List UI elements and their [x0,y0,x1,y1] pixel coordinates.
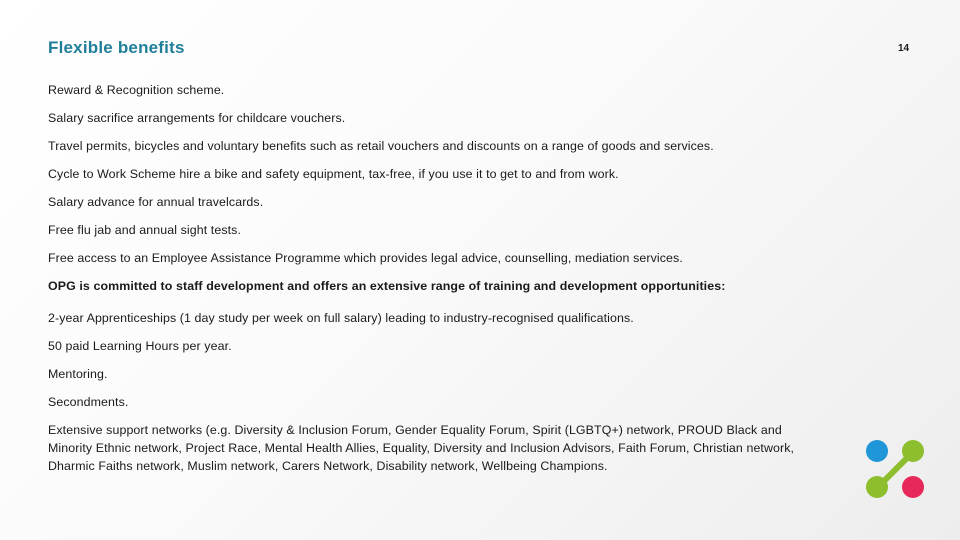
opg-logo-icon [864,438,926,500]
logo-dot-green-top [902,440,924,462]
development-item: 2-year Apprenticeships (1 day study per week on full salary) leading to industry-recognised qualifications. [48,311,634,325]
development-item: Extensive support networks (e.g. Diversity & Inclusion Forum, Gender Equality Forum, Spirit (LGBTQ+) network, PROUD Black and Minority Ethnic network, Project Race, Mental Health Allies, Equality, Diversity and Inclusion Advisors, Faith Forum, Christian network, Dharmic Faiths network, Muslim network, Carers Network, Disability network, Wellbeing Champions. [48,423,795,473]
logo-dot-pink [902,476,924,498]
benefit-item: Salary advance for annual travelcards. [48,195,264,209]
development-heading: OPG is committed to staff development and offers an extensive range of training and development opportunities: [48,279,726,293]
benefit-item: Cycle to Work Scheme hire a bike and safety equipment, tax-free, if you use it to get to and from work. [48,167,619,181]
benefit-item: Reward & Recognition scheme. [48,83,225,97]
development-item: Secondments. [48,395,129,409]
benefit-item: Free flu jab and annual sight tests. [48,223,242,237]
development-item: Mentoring. [48,367,108,381]
benefit-item: Travel permits, bicycles and voluntary benefits such as retail vouchers and discounts on a range of goods and services. [48,139,714,153]
benefit-item: Free access to an Employee Assistance Programme which provides legal advice, counselling, mediation services. [48,251,683,265]
development-item: 50 paid Learning Hours per year. [48,339,232,353]
logo-dot-blue [866,440,888,462]
logo-dot-green-bottom [866,476,888,498]
slide-title: Flexible benefits [48,38,185,57]
content-body [48,81,818,485]
page-number: 14 [898,43,910,54]
benefit-item: Salary sacrifice arrangements for childcare vouchers. [48,111,346,125]
